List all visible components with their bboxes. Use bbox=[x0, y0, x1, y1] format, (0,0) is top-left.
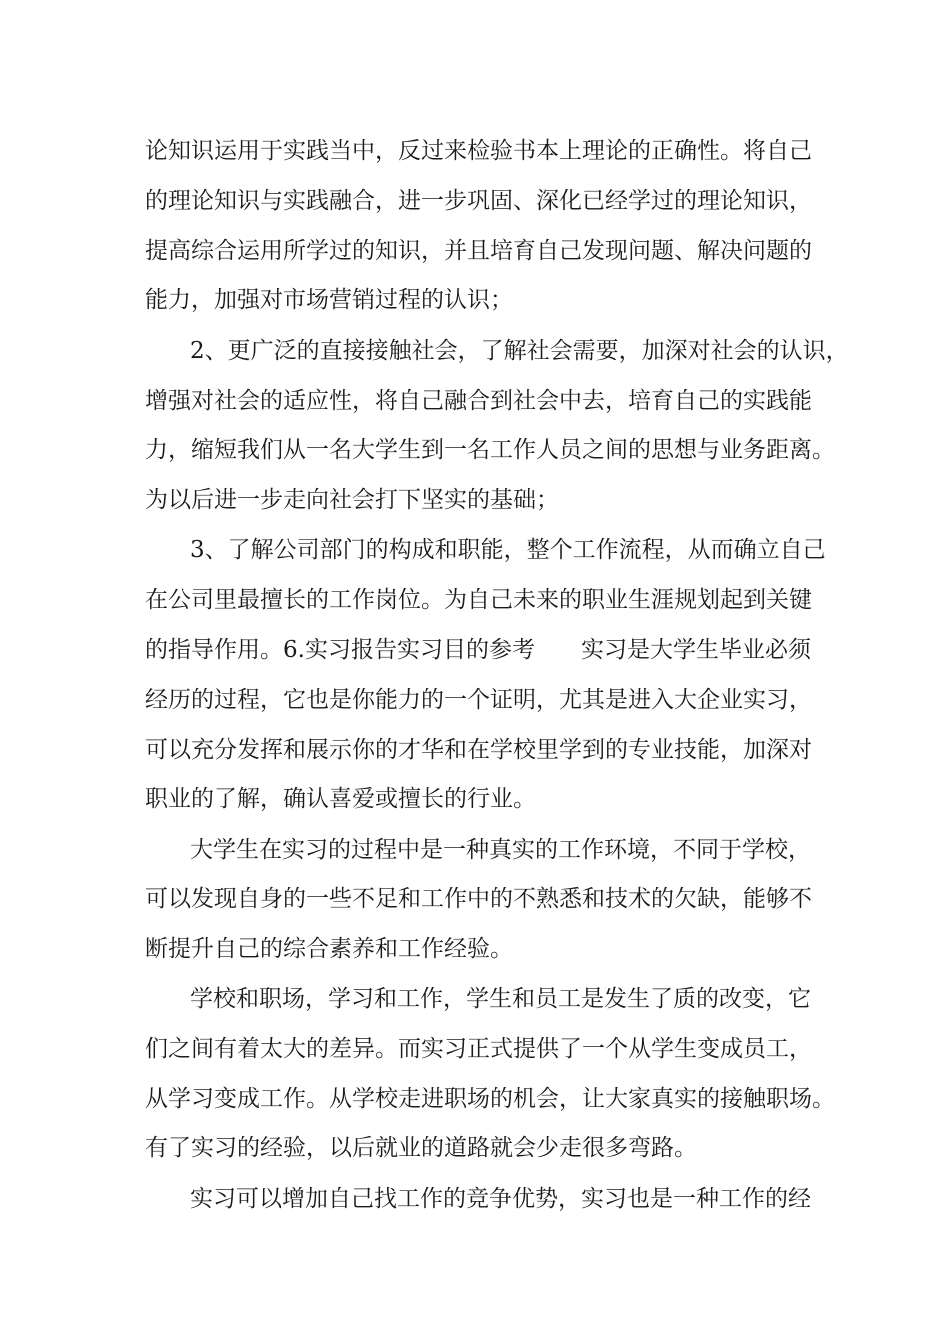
text-line: 断提升自己的综合素养和工作经验。 bbox=[145, 936, 513, 962]
text-line: 从学习变成工作。从学校走进职场的机会，让大家真实的接触职场。 bbox=[145, 1086, 835, 1112]
text-line: 在公司里最擅长的工作岗位。为自己未来的职业生涯规划起到关键 bbox=[145, 587, 812, 613]
text-line: 的指导作用。6.实习报告实习目的参考 实习是大学生毕业必须 bbox=[145, 637, 811, 663]
text-line: 论知识运用于实践当中，反过来检验书本上理论的正确性。将自己 bbox=[145, 138, 812, 164]
text-line: 可以发现自身的一些不足和工作中的不熟悉和技术的欠缺，能够不 bbox=[145, 886, 812, 912]
text-line: 增强对社会的适应性，将自己融合到社会中去，培育自己的实践能 bbox=[145, 388, 812, 414]
text-line: 大学生在实习的过程中是一种真实的工作环境，不同于学校， bbox=[190, 837, 811, 863]
text-line: 为以后进一步走向社会打下坚实的基础； bbox=[145, 487, 559, 513]
text-line: 的理论知识与实践融合，进一步巩固、深化已经学过的理论知识， bbox=[145, 188, 812, 214]
text-line: 力，缩短我们从一名大学生到一名工作人员之间的思想与业务距离。 bbox=[145, 437, 835, 463]
text-line: 实习可以增加自己找工作的竞争优势，实习也是一种工作的经 bbox=[190, 1186, 811, 1212]
text-line: 职业的了解，确认喜爱或擅长的行业。 bbox=[145, 786, 536, 812]
text-line: 2、更广泛的直接接触社会，了解社会需要，加深对社会的认识， bbox=[190, 338, 849, 364]
text-line: 3、了解公司部门的构成和职能，整个工作流程，从而确立自己 bbox=[190, 537, 826, 563]
text-line: 能力，加强对市场营销过程的认识； bbox=[145, 287, 513, 313]
text-line: 可以充分发挥和展示你的才华和在学校里学到的专业技能，加深对 bbox=[145, 737, 812, 763]
text-line: 们之间有着太大的差异。而实习正式提供了一个从学生变成员工， bbox=[145, 1036, 812, 1062]
text-line: 提高综合运用所学过的知识，并且培育自己发现问题、解决问题的 bbox=[145, 238, 812, 264]
text-line: 有了实习的经验，以后就业的道路就会少走很多弯路。 bbox=[145, 1135, 697, 1161]
text-line: 学校和职场，学习和工作，学生和员工是发生了质的改变，它 bbox=[190, 986, 811, 1012]
text-line: 经历的过程，它也是你能力的一个证明，尤其是进入大企业实习， bbox=[145, 687, 812, 713]
